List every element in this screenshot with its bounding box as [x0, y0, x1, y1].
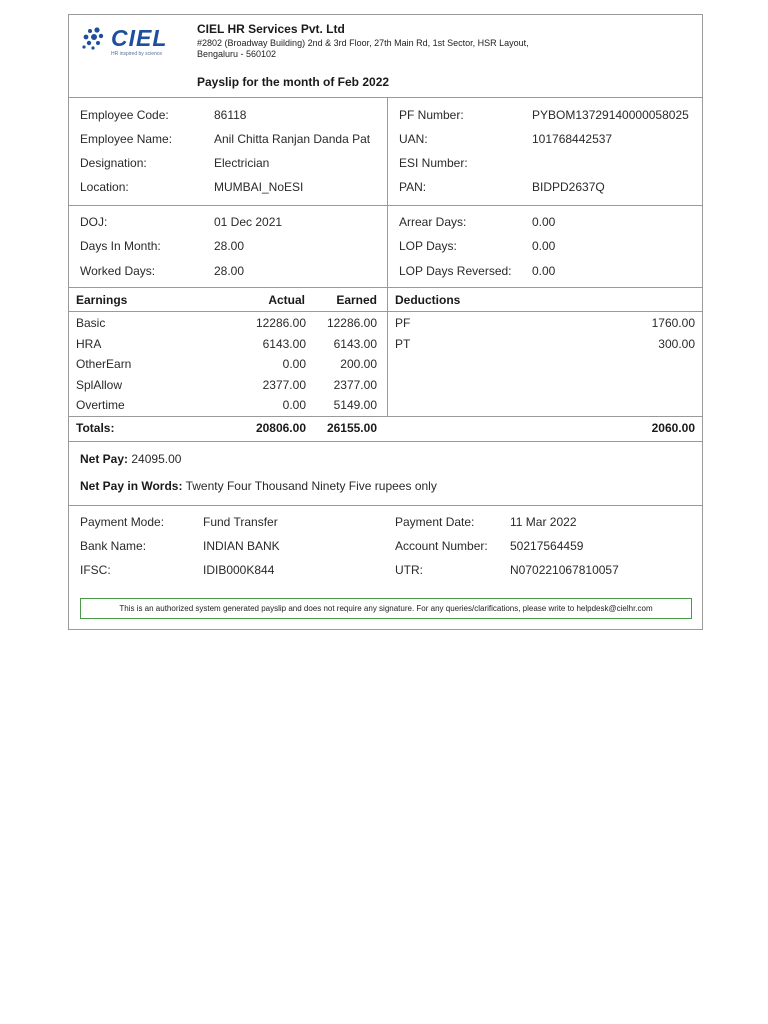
employee-name-value: Anil Chitta Ranjan Danda Pat — [214, 132, 371, 146]
earning-earned: 12286.00 — [326, 316, 377, 330]
doj-value: 01 Dec 2021 — [214, 215, 283, 229]
arrear-days-value: 0.00 — [532, 215, 556, 229]
earning-actual: 6143.00 — [262, 337, 306, 351]
earning-actual: 0.00 — [282, 357, 306, 371]
ciel-logo-icon — [81, 25, 107, 51]
divider — [69, 441, 702, 442]
divider — [69, 416, 702, 417]
totals-label: Totals: — [76, 421, 115, 435]
payslip-document — [68, 14, 703, 630]
lop-days-reversed-value: 0.00 — [532, 264, 556, 278]
ifsc-value: IDIB000K844 — [203, 563, 275, 577]
deduction-label: PT — [395, 337, 411, 351]
account-number-label: Account Number: — [395, 539, 488, 553]
earning-actual: 0.00 — [282, 398, 306, 412]
earning-actual: 2377.00 — [262, 378, 306, 392]
doj-label: DOJ: — [80, 215, 108, 229]
total-deductions: 2060.00 — [651, 421, 695, 435]
deduction-amount: 300.00 — [658, 337, 695, 351]
divider — [69, 287, 702, 288]
total-earned: 26155.00 — [326, 421, 377, 435]
earning-label: Overtime — [76, 398, 125, 412]
uan-value: 101768442537 — [532, 132, 613, 146]
esi-number-label: ESI Number: — [399, 156, 468, 170]
payslip-title: Payslip for the month of Feb 2022 — [197, 75, 390, 89]
net-pay-words-value: Twenty Four Thousand Ninety Five rupees only — [185, 479, 437, 493]
earning-label: SplAllow — [76, 378, 123, 392]
location-label: Location: — [80, 180, 129, 194]
earnings-header: Earnings — [76, 293, 128, 307]
divider — [69, 205, 702, 206]
pf-number-value: PYBOM13729140000058025 — [532, 108, 689, 122]
deduction-amount: 1760.00 — [651, 316, 695, 330]
employee-code-label: Employee Code: — [80, 108, 169, 122]
payment-date-value: 11 Mar 2022 — [510, 515, 577, 529]
pan-label: PAN: — [399, 180, 427, 194]
earning-earned: 6143.00 — [333, 337, 377, 351]
footer-note-box — [80, 598, 692, 619]
location-value: MUMBAI_NoESI — [214, 180, 304, 194]
net-pay-in-words — [80, 479, 437, 493]
worked-days-label: Worked Days: — [80, 264, 156, 278]
payment-date-label: Payment Date: — [395, 515, 475, 529]
divider — [387, 97, 388, 287]
divider — [69, 505, 702, 506]
earning-label: HRA — [76, 337, 102, 351]
earned-header: Earned — [336, 293, 377, 307]
payment-mode-label: Payment Mode: — [80, 515, 165, 529]
logo-wordmark: CIEL — [111, 25, 168, 51]
uan-label: UAN: — [399, 132, 428, 146]
pan-value: BIDPD2637Q — [532, 180, 605, 194]
company-address-line2: Bengaluru - 560102 — [197, 49, 277, 59]
days-in-month-value: 28.00 — [214, 239, 245, 253]
net-pay-words-label: Net Pay in Words: — [80, 479, 183, 493]
net-pay — [80, 452, 181, 466]
earning-earned: 5149.00 — [333, 398, 377, 412]
actual-header: Actual — [268, 293, 305, 307]
payment-mode-value: Fund Transfer — [203, 515, 278, 529]
deductions-header: Deductions — [395, 293, 461, 307]
designation-label: Designation: — [80, 156, 147, 170]
earning-earned: 200.00 — [340, 357, 377, 371]
ifsc-label: IFSC: — [80, 563, 111, 577]
deduction-label: PF — [395, 316, 411, 330]
divider — [69, 311, 702, 312]
worked-days-value: 28.00 — [214, 264, 245, 278]
employee-name-label: Employee Name: — [80, 132, 173, 146]
company-name: CIEL HR Services Pvt. Ltd — [197, 22, 345, 36]
company-logo — [81, 23, 177, 57]
pf-number-label: PF Number: — [399, 108, 464, 122]
bank-name-value: INDIAN BANK — [203, 539, 280, 553]
earning-label: Basic — [76, 316, 106, 330]
net-pay-value: 24095.00 — [131, 452, 182, 466]
footer-note: This is an authorized system generated payslip and does not require any signature. For any queries/clarifications, please write to helpdesk@cielhr.com — [119, 604, 653, 613]
divider — [69, 97, 702, 98]
logo-tagline: HR inspired by science — [111, 51, 163, 57]
utr-label: UTR: — [395, 563, 423, 577]
bank-name-label: Bank Name: — [80, 539, 147, 553]
employee-code-value: 86118 — [214, 108, 247, 122]
total-actual: 20806.00 — [255, 421, 306, 435]
arrear-days-label: Arrear Days: — [399, 215, 467, 229]
account-number-value: 50217564459 — [510, 539, 584, 553]
designation-value: Electrician — [214, 156, 270, 170]
earning-label: OtherEarn — [76, 357, 132, 371]
utr-value: N070221067810057 — [510, 563, 619, 577]
company-address-line1: #2802 (Broadway Building) 2nd & 3rd Floor, 27th Main Rd, 1st Sector, HSR Layout, — [197, 38, 529, 48]
earning-earned: 2377.00 — [333, 378, 377, 392]
days-in-month-label: Days In Month: — [80, 239, 161, 253]
lop-days-reversed-label: LOP Days Reversed: — [399, 264, 512, 278]
lop-days-label: LOP Days: — [399, 239, 457, 253]
earning-actual: 12286.00 — [255, 316, 306, 330]
lop-days-value: 0.00 — [532, 239, 556, 253]
divider — [387, 287, 388, 416]
net-pay-label: Net Pay: — [80, 452, 129, 466]
